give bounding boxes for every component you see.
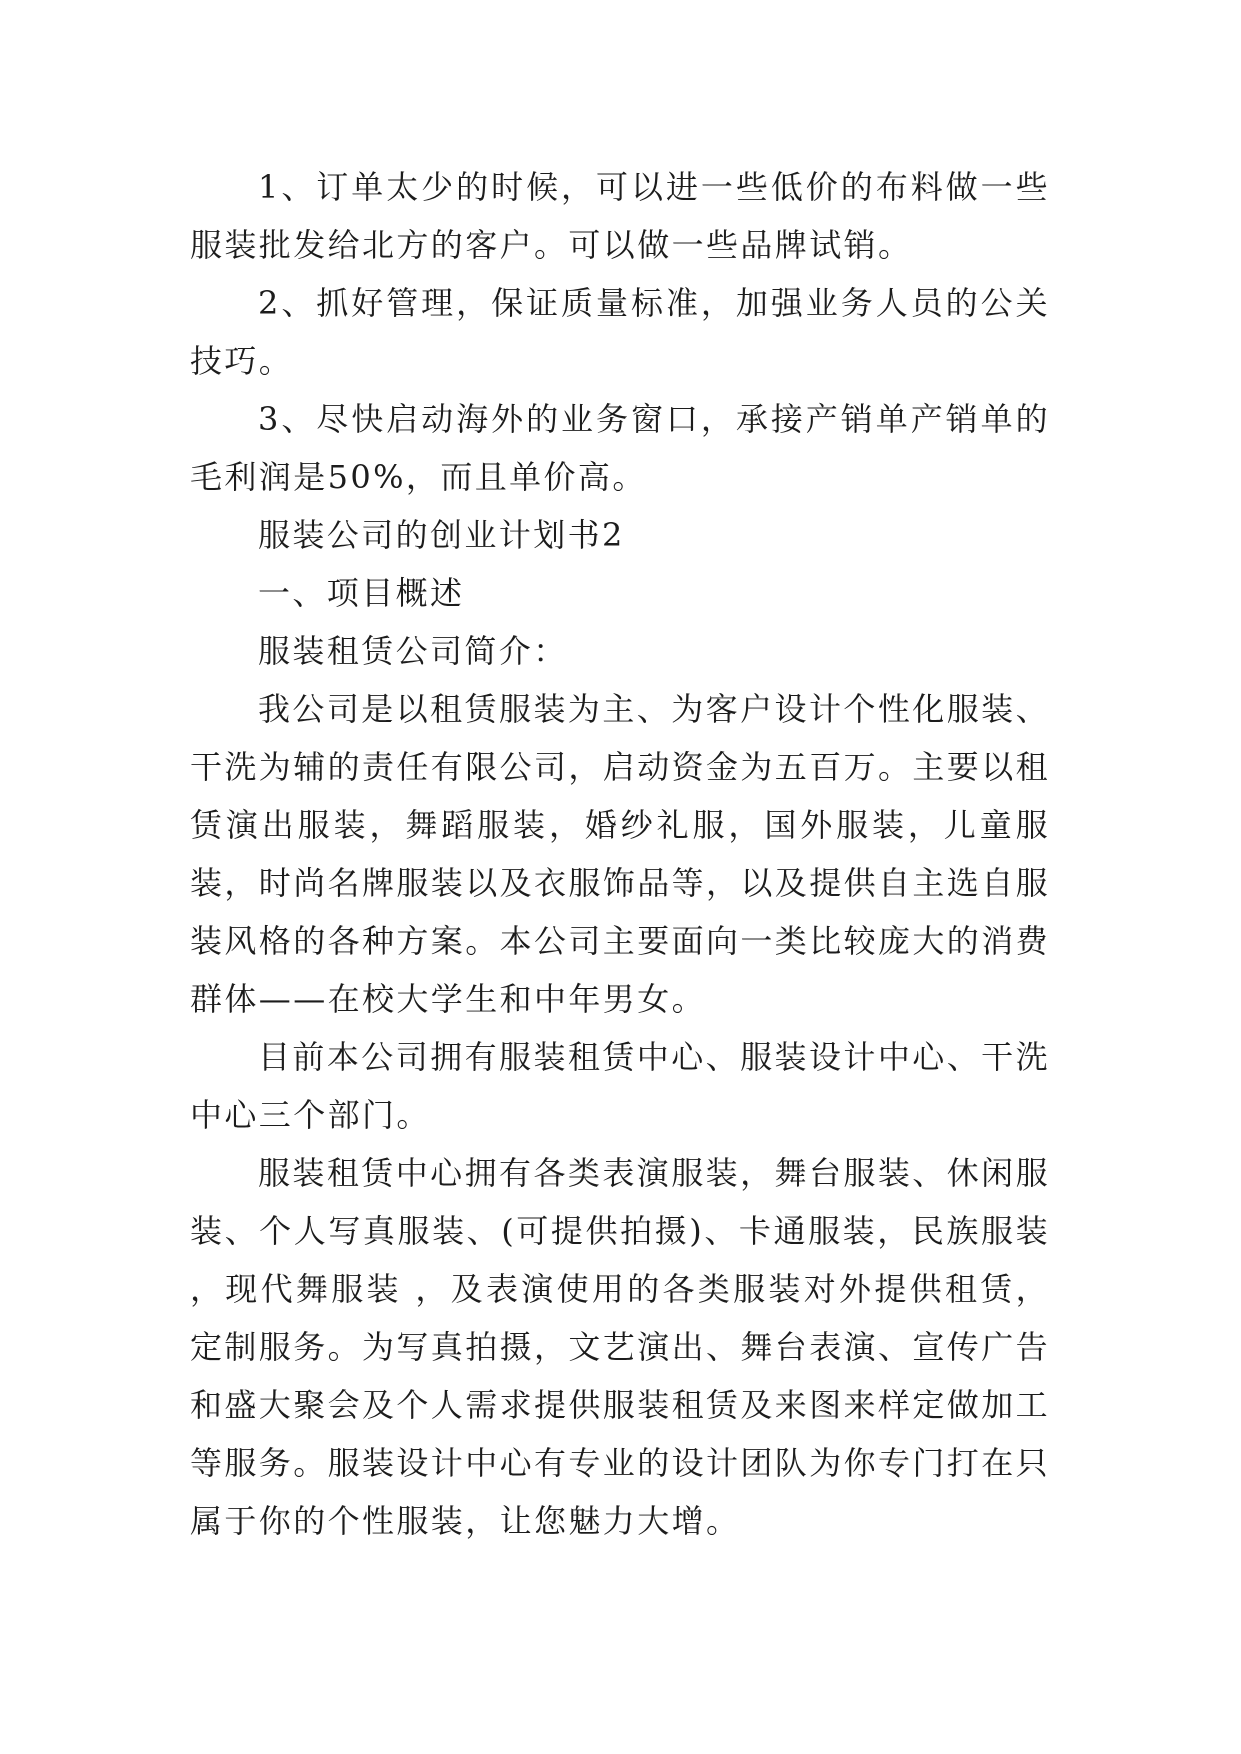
paragraph-overseas: 3、尽快启动海外的业务窗口，承接产销单产销单的毛利润是50%，而且单价高。 — [190, 400, 1050, 496]
section-heading-overview: 一、项目概述 — [258, 574, 465, 612]
paragraph-departments: 目前本公司拥有服装租赁中心、服装设计中心、干洗中心三个部门。 — [190, 1038, 1050, 1134]
section-title: 服装公司的创业计划书2 — [258, 516, 625, 554]
document-page — [190, 158, 1050, 1550]
paragraph-company-description: 我公司是以租赁服装为主、为客户设计个性化服装、干洗为辅的责任有限公司，启动资金为五百万。主要以租赁演出服装，舞蹈服装，婚纱礼服，国外服装，儿童服装，时尚名牌服装以及衣服饰品等，以及提供自主选自服装风格的各种方案。本公司主要面向一类比较庞大的消费群体——在校大学生和中年男女。 — [190, 690, 1051, 1018]
subheading-company-intro: 服装租赁公司简介： — [258, 632, 568, 670]
paragraph-management: 2、抓好管理，保证质量标准，加强业务人员的公关技巧。 — [190, 284, 1050, 380]
paragraph-rental-center: 服装租赁中心拥有各类表演服装，舞台服装、休闲服装、个人写真服装、(可提供拍摄)、卡通服装，民族服装 ，现代舞服装 ，及表演使用的各类服装对外提供租赁，定制服务。为写真拍摄，文艺演出、舞台表演、宣传广告和盛大聚会及个人需求提供服装租赁及来图来样定做加工等服务。服装设计中心有专业的设计团队为你专门打在只属于你的个性服装，让您魅力大增。 — [190, 1154, 1051, 1540]
paragraph-order-strategy: 1、订单太少的时候，可以进一些低价的布料做一些服装批发给北方的客户。可以做一些品牌试销。 — [190, 168, 1050, 264]
